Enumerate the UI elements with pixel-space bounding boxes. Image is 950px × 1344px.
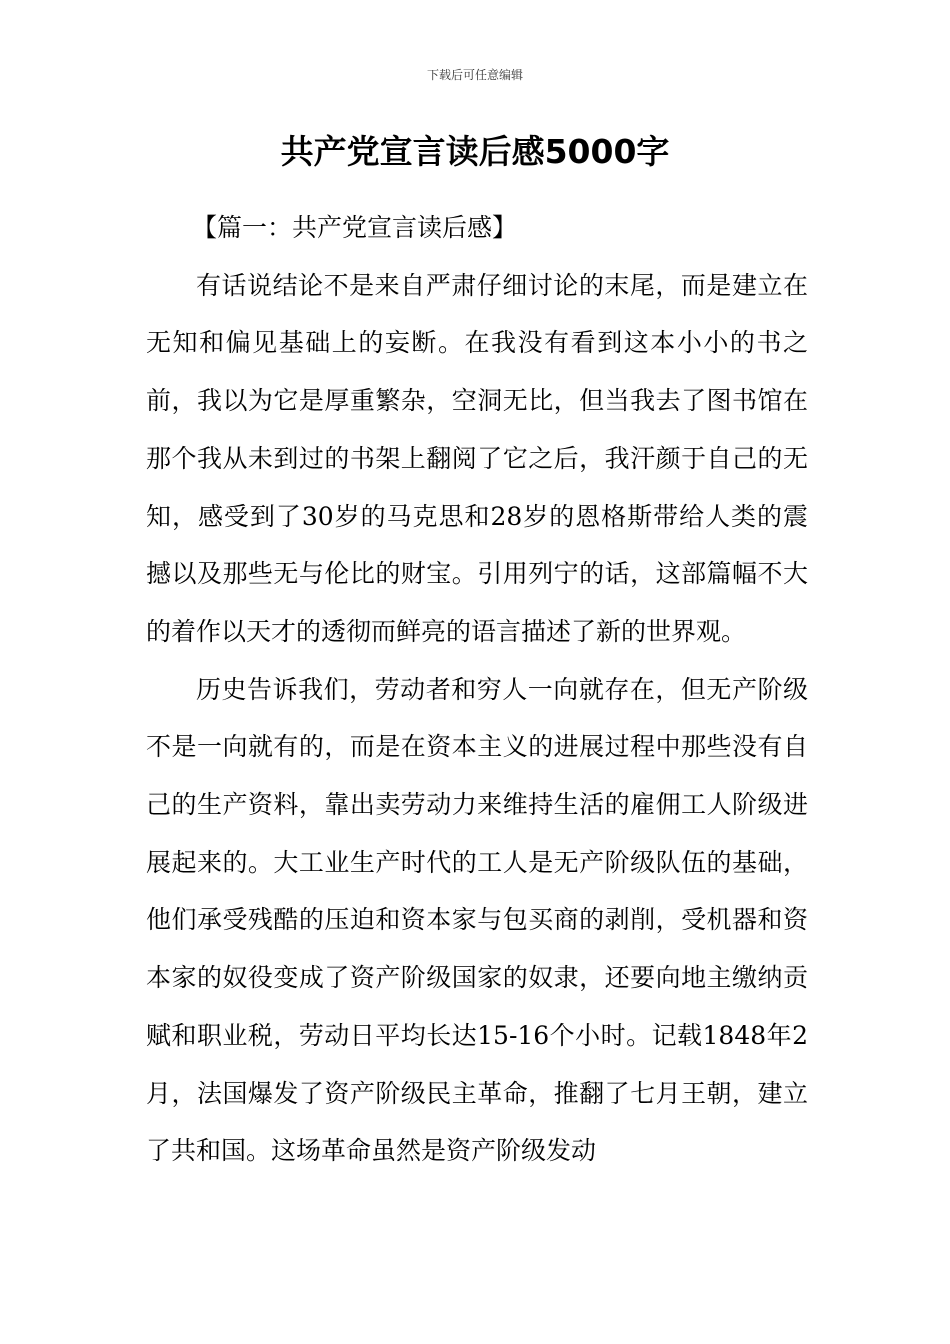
paragraph-2: 历史告诉我们，劳动者和穷人一向就存在，但无产阶级不是一向就有的，而是在资本主义的进展过程中那些没有自己的生产资料，靠出卖劳动力来维持生活的雇佣工人阶级进展起来的。大工业生产时代的工人是无产阶级队伍的基础，他们承受残酷的压迫和资本家与包买商的剥削，受机器和资本家的奴役变成了资产阶级国家的奴隶，还要向地主缴纳贡赋和职业税，劳动日平均长达15-16个小时。记载1848年2月，法国爆发了资产阶级民主革命，推翻了七月王朝，建立了共和国。这场革命虽然是资产阶级发动: [146, 674, 808, 1166]
header-note: 下载后可任意编辑: [426, 68, 523, 82]
section-heading: 【篇一：共产党宣言读后感】: [192, 213, 518, 242]
document-title: 共产党宣言读后感5000字: [280, 132, 670, 171]
document-body: [146, 199, 808, 1180]
paragraph-1: 有话说结论不是来自严肃仔细讨论的末尾，而是建立在无知和偏见基础上的妄断。在我没有看到这本小小的书之前，我以为它是厚重繁杂，空洞无比，但当我去了图书馆在那个我从未到过的书架上翻阅了它之后，我汗颜于自己的无知，感受到了30岁的马克思和28岁的恩格斯带给人类的震撼以及那些无与伦比的财宝。引用列宁的话，这部篇幅不大的着作以天才的透彻而鲜亮的语言描述了新的世界观。: [146, 270, 808, 646]
